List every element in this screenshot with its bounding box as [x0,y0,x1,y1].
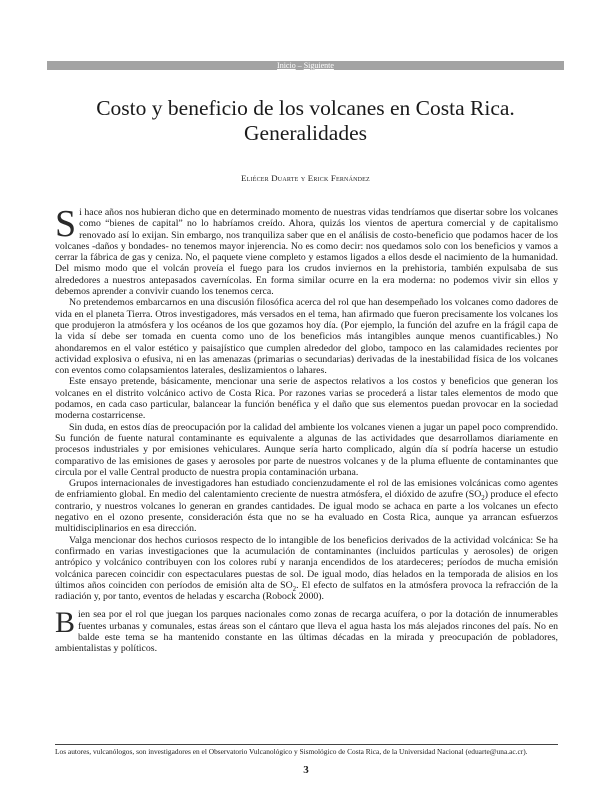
paragraph-6-text-b: . El efecto de sulfatos en la atmósfera provoca la refracción de la radiación y, por tanto, eventos de heladas y escarcha (Robock 2000). [55,579,559,603]
authors-text: Eliécer Duarte y Erick Fernández [241,173,370,183]
paragraph-5-text-a: Grupos internacionales de investigadores han estudiado concienzudamente el rol de las emisiones volcánicas como agentes de enfriamiento global. En medio del calentamiento creciente de nuestra atmósfera, el dióxido de azufre (SO [55,478,558,501]
paragraph-5 [55,478,558,534]
footnote-divider [55,744,558,745]
drop-cap-s: S [55,203,77,245]
page-number: 3 [303,764,309,776]
title-line-2: Generalidades [244,121,367,145]
navigation-bar [47,61,564,70]
next-link[interactable]: Siguiente [303,61,334,70]
paragraph-7 [55,606,558,655]
title-line-1: Costo y beneficio de los volcanes en Costa Rica. [96,96,515,120]
paragraph-1-text: i hace años nos hubieran dicho que en determinado momento de nuestras vidas tendríamos que disertar sobre los volcanes como “bienes de capital” no lo habríamos creído. Ahora, quizás los vientos de apertura comercial y de capitalismo renovado así lo exijan. Sin embargo, nos tranquiliza saber que en el análisis de costo-beneficio que podamos hacer de los volcanes -daños y bondades- no tenemos mayor injerencia. No es como decir: nos quedamos solo con los beneficios y vamos a cerrar la fábrica de gas y ceniza. No, el paquete viene completo y estamos ligados a ellos desde el nacimiento de la humanidad. Del mismo modo que el volcán proveía el fuego para los crudos inviernos en la prehistoria, también expulsaba de sus alrededores a nuestros antepasados cavernícolas. En forma similar ocurre en la era moderna: no podemos vivir sin ellos y debemos aprender a convivir cuando los tenemos cerca. [55,207,558,298]
article-title [47,96,564,146]
paragraph-4: Sin duda, en estos días de preocupación por la calidad del ambiente los volcanes vienen a jugar un papel poco comprendido. Su función de fuente natural contaminante es equivalente a algunas de las actividades que desarrollamos diariamente en procesos industriales y por emisiones vehiculares. Aunque sería harto complicado, algún día sí podría hacerse un estudio comparativo de las emisiones de gases y aerosoles por parte de nuestros volcanes y de la pluma efluente de contaminantes que circula por el valle Central producto de nuestra propia contaminación urbana. [55,421,558,478]
subscript-2: 2 [481,495,485,503]
article-body [55,203,559,655]
paragraph-1 [55,203,558,298]
home-link[interactable]: Inicio [277,61,296,70]
author-byline [47,173,564,183]
paragraph-7-text: ien sea por el rol que juegan los parques nacionales como zonas de recarga acuífera, o por la dotación de innumerables fuentes urbanas y comunales, estas áreas son el cántaro que lleva el agua hasta los más alejados rincones del país. No en balde este tema se ha mantenido constante en las últimas décadas en la mirada y preocupación de pobladores, ambientalistas y políticos. [55,609,558,655]
nav-separator: – [295,61,304,70]
drop-cap-b: B [55,606,76,640]
paragraph-2: No pretendemos embarcarnos en una discusión filosófica acerca del rol que han desempeñado los volcanes como dadores de vida en el planeta Tierra. Otros investigadores, más versados en el tema, han afirmado que fueron precisamente los volcanes los que produjeron la atmósfera y los océanos de los que gozamos hoy día. (Por ejemplo, la función del azufre en la frágil capa de la vida sí debe ser tomada en cuenta como uno de los beneficios más intangibles aunque menos cuantificables.) No ahondaremos en el valor estético y paisajístico que cumplen alrededor del globo, tampoco en las calamidades recientes por actividad explosiva o efusiva, ni en las amenazas (primarias o secundarias) derivadas de la inestabilidad física de los volcanes con eventos como colapsamientos laterales, deslizamientos o lahares. [55,297,558,377]
paragraph-6 [55,535,558,603]
subscript-2: 2 [292,585,297,593]
footnote: Los autores, vulcanólogos, son investigadores en el Observatorio Vulcanológico y Sismológico de Costa Rica, de la Universidad Nacional (eduarte@una.ac.cr). [55,747,528,756]
paragraph-3: Este ensayo pretende, básicamente, mencionar una serie de aspectos relativos a los costos y beneficios que generan los volcanes en el distrito volcánico activo de Costa Rica. Por razones varias se procederá a listar tales elementos de modo que podamos, en cada caso particular, balancear la función benéfica y el daño que sus elementos puedan provocar en la sociedad moderna costarricense. [55,376,558,422]
paragraph-5-text-b: ) produce el efecto contrario, y nuestros volcanes lo generan en grandes cantidades. De igual modo se achaca en parte a los volcanes un efecto negativo en el ozono presente, consideración ésta que no se ha evaluado en Costa Rica, aunque ya arrancan esfuerzos multidisciplinarios en esa dirección. [55,489,558,535]
paragraph-6-text-a: Valga mencionar dos hechos curiosos respecto de lo intangible de los beneficios derivados de la actividad volcánica: Se ha confirmado en varias investigaciones que la acumulación de contaminantes (incluidos partículas y aerosoles) de origen antrópico y volcánico contribuyen con los colores rubí y naranja encendidos de los atardeceres; períodos de mucha emisión volcánica parecen coincidir con espectaculares puestas de sol. De igual modo, días helados en la temporada de alisios en los últimos años coinciden con períodos de emisión alta de SO [55,534,558,591]
